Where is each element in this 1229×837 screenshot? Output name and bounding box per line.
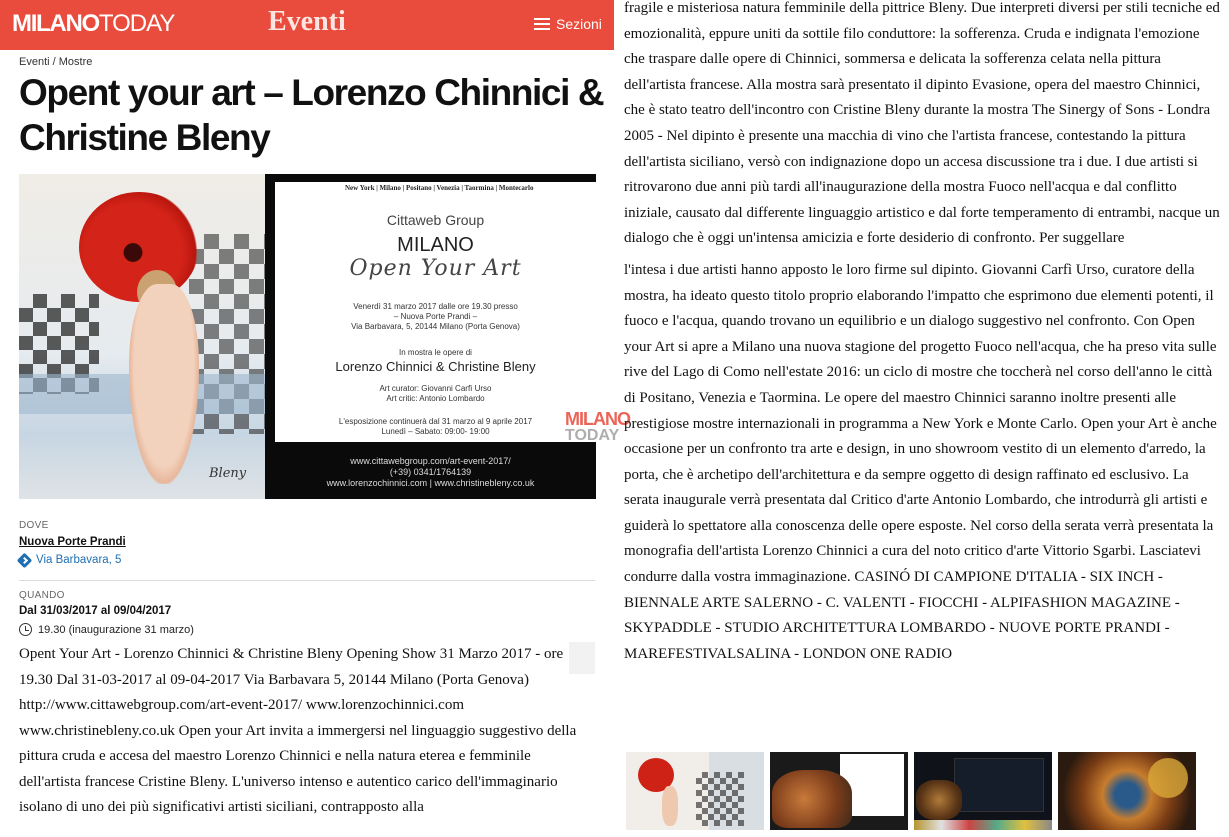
breadcrumb (19, 56, 92, 68)
logo-today: TODAY (98, 10, 175, 37)
breadcrumb-mostre[interactable]: Mostre (58, 56, 93, 68)
hamburger-icon (534, 18, 550, 30)
address-text: Via Barbavara, 5 (36, 554, 122, 566)
section-title: Eventi (268, 6, 346, 37)
directions-icon (17, 552, 33, 568)
gallery-thumbnail[interactable] (770, 752, 908, 830)
event-time-text: 19.30 (inaugurazione 31 marzo) (38, 623, 194, 636)
watermark-today: TODAY (565, 427, 620, 444)
when-block (19, 590, 595, 636)
poster-critic-line: Art critic: Antonio Lombardo (386, 394, 485, 403)
site-logo[interactable] (12, 10, 174, 38)
gallery-thumbnail[interactable] (1058, 752, 1196, 830)
clock-icon (19, 623, 32, 636)
poster-date-line: Venerdì 31 marzo 2017 dalle ore 19.30 presso (353, 302, 518, 311)
event-time (19, 623, 595, 636)
breadcrumb-separator: / (49, 56, 59, 68)
poster-phone-line: (+39) 0341/1764139 (389, 467, 472, 477)
site-header (0, 0, 614, 50)
when-label: QUANDO (19, 590, 65, 601)
event-dates: Dal 31/03/2017 al 09/04/2017 (19, 605, 172, 617)
poster-continue-line: L'esposizione continuerà dal 31 marzo al 9 aprile 2017 (338, 417, 533, 426)
gallery-thumbnail[interactable] (626, 752, 764, 830)
poster-hours-line: Lunedì – Sabato: 09:00- 19:00 (381, 427, 490, 436)
poster-address-line: Via Barbavara, 5, 20144 Milano (Porta Genova) (351, 322, 520, 331)
address-link[interactable] (19, 554, 595, 566)
side-widget-placeholder (569, 642, 595, 674)
article-paragraph: fragile e misteriosa natura femminile della pittrice Bleny. Due interpreti diversi per stili tecniche ed emozionalità, eppure uniti da sottile filo conduttore: la sofferenza. Cruda e indignata l'emozione che traspare dalle opere di Chinnici, sommersa e delicata la sofferenza celata nella pittura dell'artista francese. Alla mostra sarà presentato il dipinto Evasione, opera del maestro Chinnici, che è stato teatro dell'incontro con Cristine Bleny durante la mostra The Sinergy of Sons - Londra 2005 - Nel dipinto è presente una macchia di vino che l'artista francese, contestando la pittura dell'artista siciliano, versò con indignazione dopo un accesa discussione tra i due. I due artisti si ritrovarono due anni più tardi all'inaugurazione della mostra Fuoco nell'acqua e dal conflitto iniziale, causato dal differente linguaggio artistico e dal forte temperamento di entrambi, nacque un dialogo che è oggi un'intensa amicizia e forte desiderio di confronto. Per suggellare (624, 0, 1220, 247)
where-label: DOVE (19, 520, 49, 531)
poster-script-title: Open Your Art (349, 256, 522, 281)
event-poster[interactable] (19, 174, 630, 499)
where-block (19, 520, 595, 566)
invitation-card (265, 174, 630, 499)
poster-works-line: In mostra le opere di (399, 348, 472, 357)
page-title: Opent your art – Lorenzo Chinnici & Christine Bleny (19, 72, 604, 158)
breadcrumb-eventi[interactable]: Eventi (19, 56, 50, 68)
poster-venue-line: – Nuova Porte Prandi – (393, 312, 478, 321)
image-gallery (626, 752, 1200, 830)
watermark-milano: MILANO (565, 409, 630, 429)
right-page (614, 0, 1229, 837)
article-body-right (624, 0, 1222, 667)
poster-curator-line: Art curator: Giovanni Carfì Urso (379, 384, 492, 393)
poster-cities: New York | Milano | Positano | Venezia | Taormina | Montecarlo (345, 184, 534, 192)
poster-city: MILANO (397, 234, 474, 256)
divider (19, 580, 595, 581)
logo-milano: MILANO (12, 10, 99, 37)
gallery-thumbnail[interactable] (914, 752, 1052, 830)
article-paragraph: l'intesa i due artisti hanno apposto le loro firme sul dipinto. Giovanni Carfì Urso, curatore della mostra, ha ideato questo titolo proprio elaborando l'impatto che esprimono due elementi potenti, il fuoco e l'acqua, quando trovano un equilibrio e un dialogo suggestivo nel confronto. Con Open your Art si apre a Milano una nuova stagione del progetto Fuoco nell'acqua, che ha preso vita sulle rive del Lago di Como nell'estate 2016: un ciclo di mostre che toccherà nel corso dell'anno le città di Positano, Venezia e Taormina. Le opere del maestro Chinnici saranno inoltre presenti alle prestigiose mostre internazionali in programma a New York e Monte Carlo. Open your Art è anche occasione per un confronto tra arte e design, in uno showroom vestito di un elemento d'arredo, la porta, che è archetipo dell'architettura e da sempre oggetto di design raffinato ed esclusivo. La serata inaugurale verrà presentata dal Critico d'arte Antonio Lombardo, che introdurrà gli artisti e guiderà lo spettatore alla conoscenza delle opere esposte. Nel corso della serata verrà presentata la monografia dell'artista Lorenzo Chinnici a cura del noto critico d'arte Vittorio Sgarbi. Lasciatevi condurre dalla vostra immaginazione. CASINÓ DI CAMPIONE D'ITALIA - SIX INCH - BIENNALE ARTE SALERNO - C. VALENTI - FIOCCHI - ALPIFASHION MAGAZINE - SKYPADDLE - STUDIO ARCHITETTURA LOMBARDO - NUOVE PORTE PRANDI - MAREFESTIVALSALINA - LONDON ONE RADIO (624, 261, 1217, 662)
poster-group: Cittaweb Group (386, 212, 485, 228)
poster-contacts (265, 456, 596, 489)
poster-sites-line: www.lorenzochinnici.com | www.christinebleny.co.uk (326, 478, 535, 488)
painting-signature: Bleny (209, 466, 247, 481)
article-body-left: Opent Your Art - Lorenzo Chinnici & Christine Bleny Opening Show 31 Marzo 2017 - ore 19.30 Dal 31-03-2017 al 09-04-2017 Via Barbavara 5, 20144 Milano (Porta Genova) http://www.cittawebgroup.com/art-event-2017/ www.lorenzochinnici.com www.christinebleny.co.uk Open your Art invita a immergersi nel linguaggio suggestivo della pittura cruda e accesa del maestro Lorenzo Chinnici e nella natura eterea e femminile dell'artista francese Cristine Bleny. L'universo intenso e autentico carico dell'immaginario isolano di uno dei più significativi artisti siciliani, contrapposto alla (19, 646, 577, 815)
sections-menu-button[interactable] (534, 16, 602, 32)
invitation-panel (275, 182, 596, 442)
painting-image (19, 174, 265, 499)
sections-menu-label: Sezioni (556, 16, 602, 32)
figure-body-shape (129, 284, 199, 484)
venue-link[interactable]: Nuova Porte Prandi (19, 536, 126, 548)
poster-artists-line: Lorenzo Chinnici & Christine Bleny (335, 359, 536, 374)
poster-web-line: www.cittawebgroup.com/art-event-2017/ (350, 456, 511, 466)
